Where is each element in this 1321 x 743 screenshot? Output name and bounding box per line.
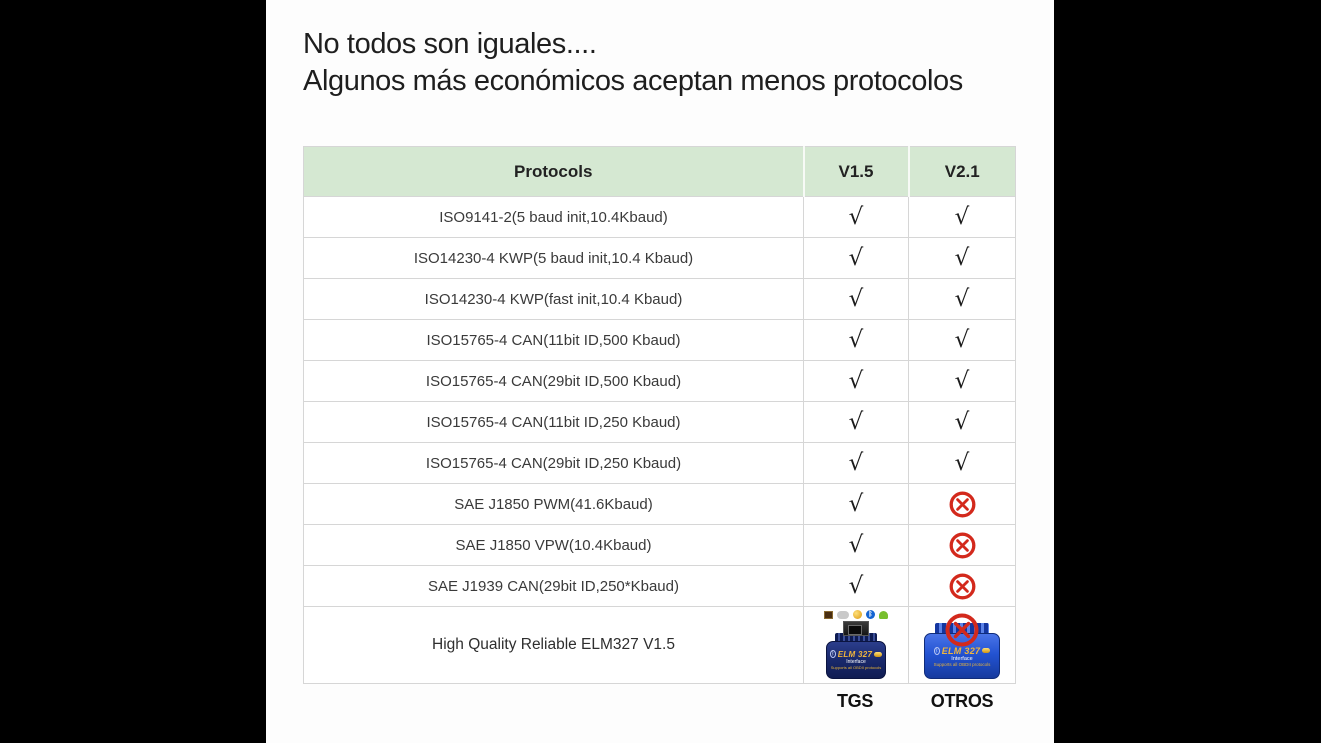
- check-icon: √: [804, 525, 909, 566]
- protocol-name: ISO15765-4 CAN(11bit ID,500 Kbaud): [304, 320, 804, 361]
- protocol-name: ISO14230-4 KWP(fast init,10.4 Kbaud): [304, 279, 804, 320]
- gold-seal-icon: [853, 610, 862, 619]
- title-line-1: No todos son iguales....: [303, 28, 597, 60]
- check-icon: √: [909, 238, 1016, 279]
- bluetooth-icon: ᛒ: [866, 610, 875, 619]
- check-icon: √: [804, 443, 909, 484]
- device-line3: Supports all OBDII protocols: [830, 664, 882, 670]
- cross-cell: [909, 525, 1016, 566]
- check-icon: √: [909, 443, 1016, 484]
- cross-cell: [909, 566, 1016, 607]
- check-icon: √: [804, 320, 909, 361]
- header-row: [304, 147, 1016, 197]
- otros-product-image: [924, 623, 1000, 679]
- bluetooth-oval-icon: ᛒ: [831, 651, 835, 657]
- protocol-row: [304, 238, 1016, 279]
- bluetooth-oval-icon: ᛒ: [935, 647, 939, 654]
- otros-device-cell: [909, 607, 1016, 684]
- header-protocols: Protocols: [304, 147, 804, 197]
- protocol-name: ISO15765-4 CAN(29bit ID,500 Kbaud): [304, 361, 804, 402]
- product-row: [304, 607, 1016, 684]
- prohibited-cross-icon: [947, 571, 978, 602]
- tgs-product-image: [826, 633, 886, 679]
- chip-icon: [824, 611, 833, 619]
- protocol-name: SAE J1850 VPW(10.4Kbaud): [304, 525, 804, 566]
- device-brand: ELM 327: [941, 645, 981, 656]
- protocol-row: [304, 402, 1016, 443]
- protocol-row: [304, 484, 1016, 525]
- cross-cell: [909, 484, 1016, 525]
- certification-icons: [824, 610, 888, 620]
- tgs-column-label: TGS: [836, 691, 874, 711]
- protocol-name: ISO9141-2(5 baud init,10.4Kbaud): [304, 197, 804, 238]
- check-icon: √: [804, 361, 909, 402]
- protocol-row: [304, 197, 1016, 238]
- tgs-device-cell: [804, 607, 909, 684]
- protocol-row: [304, 361, 1016, 402]
- prohibited-cross-icon: [947, 489, 978, 520]
- protocol-row: [304, 525, 1016, 566]
- check-icon: √: [909, 320, 1016, 361]
- slide-title: [303, 26, 963, 100]
- device-sub: Interface: [846, 658, 866, 665]
- protocol-name: SAE J1850 PWM(41.6Kbaud): [304, 484, 804, 525]
- header-v15: V1.5: [804, 147, 909, 197]
- check-icon: √: [804, 402, 909, 443]
- header-v21: V2.1: [909, 147, 1016, 197]
- protocol-row: [304, 566, 1016, 607]
- device-brand: ELM 327: [837, 649, 873, 659]
- gold-oval-icon: [874, 652, 882, 657]
- check-icon: √: [909, 402, 1016, 443]
- protocol-name: ISO14230-4 KWP(5 baud init,10.4 Kbaud): [304, 238, 804, 279]
- device-line3: Supports all OBDII protocols: [933, 661, 991, 667]
- ce-mark-icon: [837, 611, 849, 619]
- android-icon: [879, 611, 888, 619]
- title-line-2: Algunos más económicos aceptan menos protocolos: [303, 65, 963, 97]
- check-icon: √: [804, 279, 909, 320]
- protocol-name: ISO15765-4 CAN(11bit ID,250 Kbaud): [304, 402, 804, 443]
- protocol-table-body: [304, 197, 1016, 684]
- check-icon: √: [804, 197, 909, 238]
- protocol-comparison-table-wrap: [303, 146, 1016, 684]
- check-icon: √: [909, 361, 1016, 402]
- protocol-row: [304, 443, 1016, 484]
- product-row-label: High Quality Reliable ELM327 V1.5: [304, 607, 804, 684]
- gold-oval-icon: [982, 648, 990, 653]
- prohibited-cross-icon: [942, 610, 982, 650]
- slide-content: [266, 0, 1054, 743]
- circuit-board-image: [843, 621, 869, 636]
- check-icon: √: [804, 238, 909, 279]
- prohibited-cross-icon: [947, 530, 978, 561]
- protocol-comparison-table: [303, 146, 1016, 684]
- protocol-name: SAE J1939 CAN(29bit ID,250*Kbaud): [304, 566, 804, 607]
- protocol-row: [304, 279, 1016, 320]
- check-icon: √: [909, 197, 1016, 238]
- protocol-row: [304, 320, 1016, 361]
- check-icon: √: [804, 484, 909, 525]
- device-sub: Interface: [951, 655, 973, 662]
- check-icon: √: [804, 566, 909, 607]
- check-icon: √: [909, 279, 1016, 320]
- protocol-name: ISO15765-4 CAN(29bit ID,250 Kbaud): [304, 443, 804, 484]
- otros-column-label: OTROS: [930, 691, 994, 711]
